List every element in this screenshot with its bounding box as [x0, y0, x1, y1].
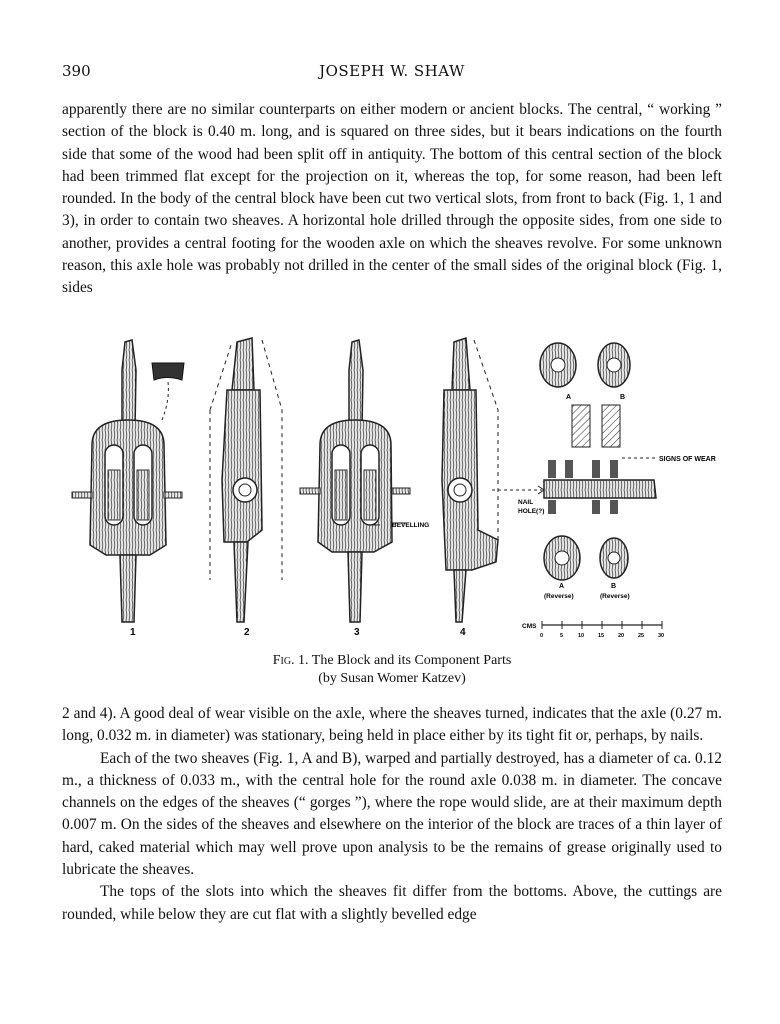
nail-hole-label: NAIL: [518, 499, 534, 506]
sheave-label-b: B: [620, 394, 626, 401]
view-label-3: 3: [354, 627, 360, 638]
body-paragraph-top: [62, 99, 722, 300]
bevelling-label: BEVELLING: [392, 522, 430, 529]
block-view-1: [72, 340, 184, 622]
page-number: 390: [62, 62, 91, 80]
body-paragraphs-bottom: [62, 703, 722, 926]
scale-tick: 25: [638, 633, 645, 639]
scale-tick: 0: [540, 633, 544, 639]
paragraph: apparently there are no similar counterparts on either modern or ancient blocks. The central, “ working ” section of the block is 0.40 m. long, and is squared on three sides, but it bears indications on the fourth side that some of the wood had been split off in antiquity. The bottom of this central section of the block had been trimmed flat except for the projection on it, whereas the top, for some reason, had been left rounded. In the body of the central block have been cut two vertical slots, from front to back (Fig. 1, 1 and 3), in order to contain two sheaves. A horizontal hole drilled through the opposite sides, from one side to another, provides a central footing for the wooden axle on which the sheaves revolve. For some unknown reason, this axle hole was probably not drilled in the center of the small sides of the original block (Fig. 1, sides: [62, 101, 722, 297]
paragraph: 2 and 4). A good deal of wear visible on the axle, where the sheaves turned, indicates that the axle (0.27 m. long, 0.032 m. in diameter) was stationary, being held in place either by its tight fit or, perhaps, by nails.: [62, 705, 722, 745]
reverse-label-a: A: [559, 583, 565, 590]
paragraph: Each of the two sheaves (Fig. 1, A and B), warped and partially destroyed, has a diameter of ca. 0.12 m., a thickness of 0.033 m., with the central hole for the round axle 0.038 m. in diameter. The concave channels on the edges of the sheaves (“ gorges ”), where the rope would slide, are at their maximum depth 0.007 m. On the sides of the sheaves and elsewhere on the interior of the block are traces of a thin layer of hard, caked material which may well prove upon analysis to be the remains of grease originally used to lubricate the sheaves.: [62, 749, 722, 879]
reverse-caption-a: (Reverse): [544, 593, 574, 600]
view-label-1: 1: [130, 627, 136, 638]
scale-tick: 5: [560, 633, 564, 639]
block-view-2: [210, 338, 282, 622]
running-title: JOSEPH W. SHAW: [319, 62, 465, 80]
block-view-4: [442, 338, 544, 622]
scale-tick: 15: [598, 633, 605, 639]
scale-tick: 20: [618, 633, 625, 639]
caption-credit: (by Susan Womer Katzev): [318, 671, 466, 686]
caption-label: Fig. 1.: [272, 653, 309, 668]
paragraph: The tops of the slots into which the sheaves fit differ from the bottoms. Above, the cuttings are rounded, while below they are cut flat with a slightly bevelled edge: [62, 883, 722, 923]
page-header: [62, 62, 722, 86]
reverse-label-b: B: [611, 583, 617, 590]
scale-tick: 30: [658, 633, 665, 639]
view-label-4: 4: [460, 627, 466, 638]
scale-bar: [522, 621, 664, 639]
block-drawing: [62, 330, 722, 650]
scale-unit: CMS: [522, 623, 537, 630]
signs-of-wear-label: SIGNS OF WEAR: [659, 456, 716, 463]
scale-tick: 10: [578, 633, 585, 639]
sheaves-and-axle: [392, 343, 658, 580]
figure-caption: [62, 652, 722, 688]
nail-hole-label-2: HOLE(?): [518, 508, 545, 515]
reverse-caption-b: (Reverse): [600, 593, 630, 600]
caption-title: The Block and its Component Parts: [311, 653, 512, 668]
sheave-label-a: A: [566, 394, 572, 401]
block-view-3: [300, 340, 410, 622]
view-label-2: 2: [244, 627, 250, 638]
figure-1: [62, 330, 722, 650]
